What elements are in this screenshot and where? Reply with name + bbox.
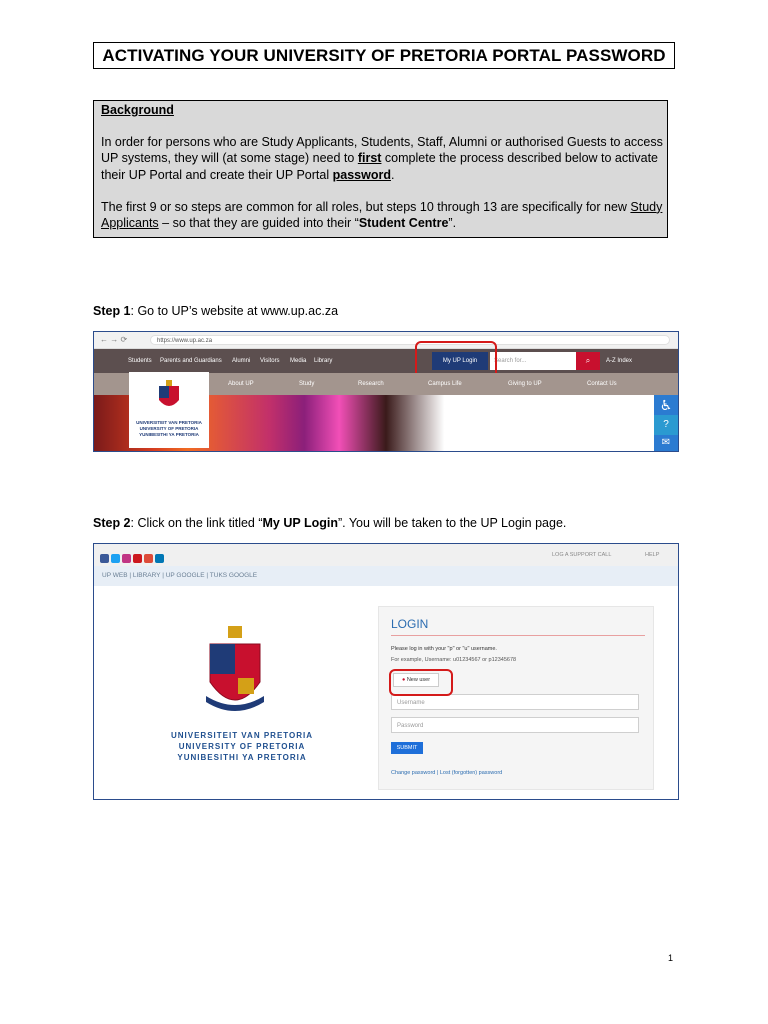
page-title: ACTIVATING YOUR UNIVERSITY OF PRETORIA PORTAL PASSWORD — [93, 42, 675, 69]
linkedin-icon — [155, 554, 164, 563]
accessibility-icon: ♿ — [654, 395, 678, 415]
nav-link: Parents and Guardians — [160, 358, 222, 364]
background-heading: Background — [101, 103, 174, 117]
nav-link: Library — [314, 358, 333, 364]
login-instruction: Please log in with your "p" or "u" username. — [391, 646, 497, 652]
quick-links: UP WEB | LIBRARY | UP GOOGLE | TUKS GOOGLE — [94, 566, 678, 586]
step-2-text: Step 2: Click on the link titled “My UP Login”. You will be taken to the UP Login page. — [93, 516, 567, 530]
highlight-new-user — [389, 669, 453, 696]
menu-item: Campus Life — [428, 381, 462, 387]
login-top-bar — [94, 544, 678, 567]
mail-icon: ✉ — [654, 435, 678, 451]
new-user-button[interactable]: ● New user — [393, 673, 439, 687]
step-1-screenshot — [93, 331, 679, 452]
step-1-text: Step 1: Go to UP’s website at www.up.ac.za — [93, 304, 339, 318]
change-password-link[interactable]: Change password — [391, 770, 436, 776]
step-2-screenshot — [93, 543, 679, 800]
password-input[interactable]: Password — [391, 717, 639, 733]
lost-password-link[interactable]: Lost (forgotten) password — [439, 770, 503, 776]
instagram-icon — [122, 554, 131, 563]
google-plus-icon — [144, 554, 153, 563]
login-title: LOGIN — [391, 617, 429, 631]
username-input[interactable]: Username — [391, 694, 639, 710]
facebook-icon — [100, 554, 109, 563]
help-icon: ? — [654, 415, 678, 435]
menu-item: Giving to UP — [508, 381, 542, 387]
twitter-icon — [111, 554, 120, 563]
background-paragraph-1: In order for persons who are Study Applicants, Students, Staff, Alumni or authorised Guests to access UP systems, they will (at some stage) need to first complete the process described below to activate their UP Portal and create their UP Portal password. — [101, 135, 663, 182]
login-panel — [378, 606, 654, 790]
nav-link: Visitors — [260, 358, 280, 364]
az-index-link: A-Z Index — [606, 358, 633, 364]
help-link: HELP — [645, 552, 660, 558]
browser-url: https://www.up.ac.za — [150, 335, 670, 345]
nav-link: Students — [128, 358, 152, 364]
nav-link: Media — [290, 358, 307, 364]
support-link: LOG A SUPPORT CALL — [552, 552, 612, 558]
page-number: 1 — [668, 953, 674, 963]
browser-nav-icons: ← → ⟳ — [100, 335, 128, 344]
browser-address-bar — [94, 332, 678, 349]
search-field: Search for... — [490, 352, 576, 370]
password-links: Change password | Lost (forgotten) password — [391, 770, 503, 776]
university-logo — [129, 372, 209, 448]
menu-item: Research — [358, 381, 384, 387]
site-top-nav — [94, 349, 678, 373]
divider — [391, 635, 645, 636]
crest-icon — [157, 378, 181, 414]
background-box — [93, 100, 668, 238]
menu-item: About UP — [228, 381, 254, 387]
login-example: For example, Username: u01234567 or p12345678 — [391, 657, 517, 663]
nav-link: Alumni — [232, 358, 251, 364]
background-paragraph-2: The first 9 or so steps are common for all roles, but steps 10 through 13 are specifically for new Study Applicants – so that they are guided into their “Student Centre”. — [101, 199, 663, 231]
menu-item: Contact Us — [587, 381, 617, 387]
my-up-login-button: My UP Login — [432, 352, 488, 370]
logo-text: UNIVERSITEIT VAN PRETORIA UNIVERSITY OF PRETORIA YUNIBESITHI YA PRETORIA — [136, 420, 202, 437]
search-icon: ⌕ — [576, 352, 600, 370]
menu-item: Study — [299, 381, 315, 387]
youtube-icon — [133, 554, 142, 563]
submit-button[interactable]: SUBMIT — [391, 742, 423, 754]
university-name: UNIVERSITEIT VAN PRETORIA UNIVERSITY OF PRETORIA YUNIBESITHI YA PRETORIA — [170, 731, 314, 762]
side-widget-bar — [654, 395, 678, 451]
user-add-icon: ● — [401, 677, 406, 683]
crest-icon — [202, 622, 268, 724]
